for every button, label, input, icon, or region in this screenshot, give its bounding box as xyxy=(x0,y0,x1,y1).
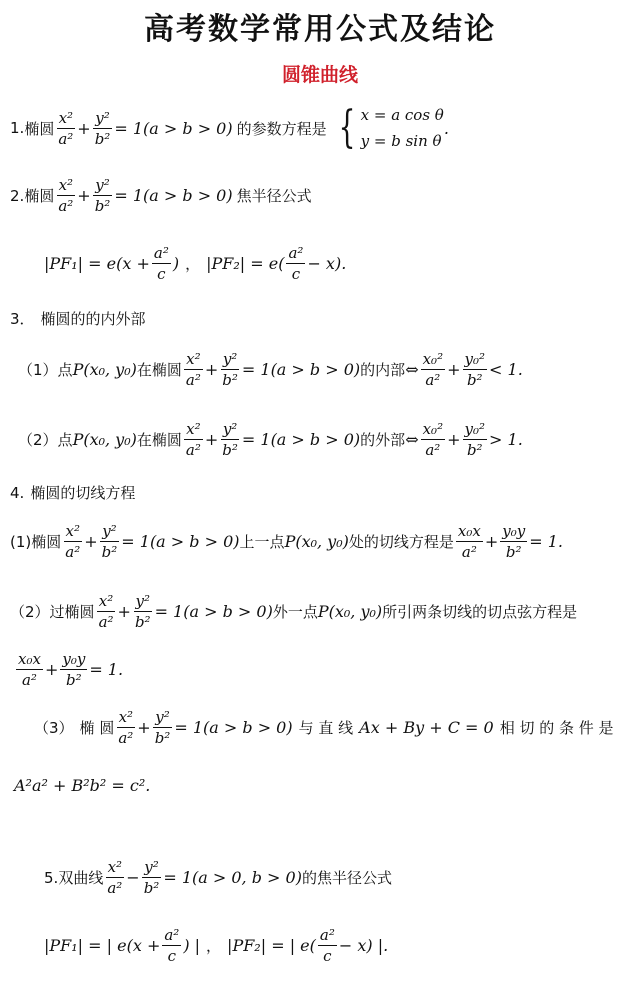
formula-4-2-continued xyxy=(14,650,123,689)
denominator: b² xyxy=(94,197,111,215)
denominator: b² xyxy=(466,371,483,389)
operator: + xyxy=(77,186,91,205)
denominator: a² xyxy=(118,729,134,747)
math-expression: − x) |. xyxy=(338,936,389,955)
denominator: c xyxy=(157,265,166,283)
system-line: y = b sin θ xyxy=(360,132,442,150)
system-line: x = a cos θ xyxy=(360,106,444,124)
math-expression: ) xyxy=(172,254,180,273)
item-heading: 椭圆的的内外部 xyxy=(40,310,146,328)
denominator: a² xyxy=(21,671,37,689)
fraction xyxy=(56,176,75,215)
operator: ⇔ xyxy=(405,430,419,449)
fraction xyxy=(142,858,162,897)
fraction xyxy=(421,420,446,459)
numerator: x² xyxy=(58,176,74,194)
numerator: y² xyxy=(95,176,110,194)
numerator: x² xyxy=(107,858,123,876)
math-expression: Ax + By + C = 0 xyxy=(359,718,494,737)
denominator: a² xyxy=(107,879,123,897)
item-text: 的焦半径公式 xyxy=(301,869,392,887)
math-expression: |PF₂| = e( xyxy=(206,254,285,273)
numerator: y² xyxy=(102,522,117,540)
item-number: 4. xyxy=(10,483,25,502)
denominator: a² xyxy=(98,613,114,631)
item-number: （2） xyxy=(10,603,50,621)
denominator: b² xyxy=(143,879,160,897)
fraction xyxy=(93,109,113,148)
denominator: a² xyxy=(58,197,74,215)
separator: ， xyxy=(185,255,201,273)
math-expression: = 1(a > b > 0) xyxy=(114,118,233,138)
math-expression: P(x₀, y₀) xyxy=(317,602,383,621)
separator: ， xyxy=(206,937,222,955)
math-expression: P(x₀, y₀) xyxy=(284,532,349,551)
fraction xyxy=(56,109,75,148)
fraction xyxy=(456,522,483,561)
numerator: y² xyxy=(135,592,150,610)
item-number: （2） xyxy=(18,431,58,449)
operator: + xyxy=(117,602,131,621)
math-expression: > 1. xyxy=(489,430,523,449)
numerator: x₀² xyxy=(422,350,444,368)
math-expression: = 1. xyxy=(89,660,124,679)
formula-focal-radius-ellipse xyxy=(44,244,346,283)
math-expression: = 1. xyxy=(529,532,563,551)
fraction xyxy=(93,176,113,215)
numerator: y² xyxy=(144,858,159,876)
item-text: 所引两条切线的切点弦方程是 xyxy=(382,603,578,621)
item-text: 焦半径公式 xyxy=(236,187,312,205)
denominator: b² xyxy=(222,441,238,459)
item-number: （1） xyxy=(18,361,58,379)
numerator: x₀x xyxy=(18,650,41,668)
formula-4-1 xyxy=(10,522,563,561)
numerator: y² xyxy=(155,708,170,726)
denominator: a² xyxy=(58,129,74,148)
numerator: a² xyxy=(288,244,304,262)
item-text: 椭圆 xyxy=(24,119,55,138)
fraction xyxy=(16,650,43,689)
heading-4 xyxy=(10,482,135,503)
denominator: b² xyxy=(66,671,82,689)
item-number: (1) xyxy=(10,532,32,551)
operator: + xyxy=(484,532,499,551)
math-expression: |PF₁| = | e(x + xyxy=(44,936,161,955)
numerator: x² xyxy=(186,350,201,368)
operator: + xyxy=(204,360,219,379)
fraction xyxy=(60,650,87,689)
fraction xyxy=(133,592,153,631)
item-text: 的参数方程是 xyxy=(236,119,327,138)
operator: ⇔ xyxy=(405,360,419,379)
numerator: a² xyxy=(164,926,180,944)
denominator: b² xyxy=(134,613,151,631)
denominator: a² xyxy=(425,441,441,459)
math-expression: = 1(a > b > 0) xyxy=(114,186,233,205)
fraction xyxy=(463,350,488,389)
item-text: 处的切线方程是 xyxy=(348,533,454,551)
operator: + xyxy=(77,118,91,138)
math-expression: P(x₀, y₀) xyxy=(72,430,137,449)
numerator: x² xyxy=(58,108,74,127)
operator: + xyxy=(447,360,461,379)
math-expression: = 1(a > b > 0) xyxy=(241,360,361,379)
numerator: y₀y xyxy=(62,650,86,668)
numerator: y₀² xyxy=(464,350,486,368)
equation-system xyxy=(333,102,444,154)
denominator: a² xyxy=(425,371,441,389)
item-text: 点 xyxy=(57,431,73,449)
fraction xyxy=(184,420,203,459)
numerator: x₀² xyxy=(422,420,444,438)
item-text: 椭圆 xyxy=(31,533,62,551)
item-number: 3． xyxy=(10,310,35,328)
numerator: x² xyxy=(186,420,201,438)
denominator: b² xyxy=(466,441,483,459)
formula-5 xyxy=(44,858,392,897)
fraction xyxy=(152,244,171,283)
item-text: 点 xyxy=(57,361,73,379)
formula-focal-radius-hyperbola xyxy=(44,926,388,965)
numerator: x² xyxy=(118,708,134,726)
math-expression: − x). xyxy=(307,254,347,273)
numerator: x² xyxy=(98,592,114,610)
denominator: b² xyxy=(101,543,118,561)
denominator: c xyxy=(167,947,177,965)
math-expression: P(x₀, y₀) xyxy=(72,360,137,379)
item-heading: 椭圆的切线方程 xyxy=(30,484,136,502)
fraction xyxy=(220,350,240,389)
formula-2 xyxy=(10,176,312,215)
item-text: 外一点 xyxy=(272,603,318,621)
math-expression: = 1(a > b > 0) xyxy=(154,602,273,621)
fraction xyxy=(463,420,488,459)
numerator: y₀y xyxy=(502,522,526,540)
formula-3-1 xyxy=(18,350,523,389)
numerator: y₀² xyxy=(464,420,486,438)
math-expression: |PF₁| = e(x + xyxy=(44,254,150,273)
item-text: 与 直 线 xyxy=(298,719,354,737)
item-text: 的外部 xyxy=(360,431,406,449)
fraction xyxy=(184,350,203,389)
item-text: 上一点 xyxy=(239,533,285,551)
item-number: 1. xyxy=(10,119,25,137)
item-text: 过椭圆 xyxy=(49,603,95,621)
formula-4-2 xyxy=(10,592,577,631)
item-text: 在椭圆 xyxy=(136,361,182,379)
denominator: a² xyxy=(185,441,201,459)
denominator: b² xyxy=(505,543,522,561)
math-expression: = 1(a > b > 0) xyxy=(174,718,293,737)
denominator: b² xyxy=(154,729,171,747)
numerator: y² xyxy=(95,108,110,127)
math-expression: ) | xyxy=(183,936,201,955)
denominator: a² xyxy=(185,371,201,389)
operator: + xyxy=(84,532,98,551)
item-text: 椭圆 xyxy=(24,187,55,205)
numerator: y² xyxy=(222,420,238,438)
math-expression: = 1(a > b > 0) xyxy=(241,430,361,449)
heading-3 xyxy=(10,308,146,329)
item-number: 2. xyxy=(10,186,25,205)
item-text: 双曲线 xyxy=(58,869,104,887)
fraction xyxy=(63,522,82,561)
denominator: b² xyxy=(94,129,111,148)
denominator: b² xyxy=(222,371,238,389)
fraction xyxy=(500,522,527,561)
operator: + xyxy=(204,430,219,449)
numerator: x₀x xyxy=(457,522,481,540)
fraction xyxy=(105,858,124,897)
item-text: 在椭圆 xyxy=(136,431,182,449)
numerator: y² xyxy=(222,350,238,368)
fraction xyxy=(220,420,240,459)
fraction xyxy=(421,350,446,389)
formula-3-2 xyxy=(18,420,523,459)
math-expression: = 1(a > b > 0) xyxy=(121,532,240,551)
numerator: a² xyxy=(319,926,335,944)
formula-4-3 xyxy=(34,708,614,747)
fraction xyxy=(97,592,116,631)
formula-4-3-condition xyxy=(14,776,150,795)
operator: − xyxy=(126,868,140,887)
item-text: 椭 圆 xyxy=(79,719,115,737)
math-expression: A²a² + B²b² = c². xyxy=(14,776,151,795)
fraction xyxy=(153,708,173,747)
math-expression: = 1(a > 0, b > 0) xyxy=(163,868,302,887)
numerator: x² xyxy=(65,522,80,540)
denominator: c xyxy=(291,265,301,283)
operator: + xyxy=(137,718,151,737)
item-number: （3） xyxy=(34,719,74,737)
page-title: 高考数学常用公式及结论 xyxy=(144,12,496,47)
formula-1 xyxy=(10,102,449,154)
denominator: a² xyxy=(461,543,477,561)
math-expression: < 1. xyxy=(489,360,523,379)
fraction xyxy=(318,926,337,965)
math-expression: |PF₂| = | e( xyxy=(227,936,316,955)
item-text: 的内部 xyxy=(360,361,406,379)
item-text: 相 切 的 条 件 是 xyxy=(499,719,614,737)
fraction xyxy=(162,926,181,965)
fraction xyxy=(100,522,120,561)
fraction xyxy=(286,244,305,283)
denominator: a² xyxy=(65,543,81,561)
operator: + xyxy=(44,660,59,679)
denominator: c xyxy=(323,947,332,965)
fraction xyxy=(116,708,135,747)
item-number: 5. xyxy=(44,868,59,887)
left-brace-icon: { xyxy=(338,102,356,153)
section-subtitle: 圆锥曲线 xyxy=(281,64,358,86)
punctuation: . xyxy=(443,118,449,138)
operator: + xyxy=(447,430,461,449)
numerator: a² xyxy=(153,244,169,262)
